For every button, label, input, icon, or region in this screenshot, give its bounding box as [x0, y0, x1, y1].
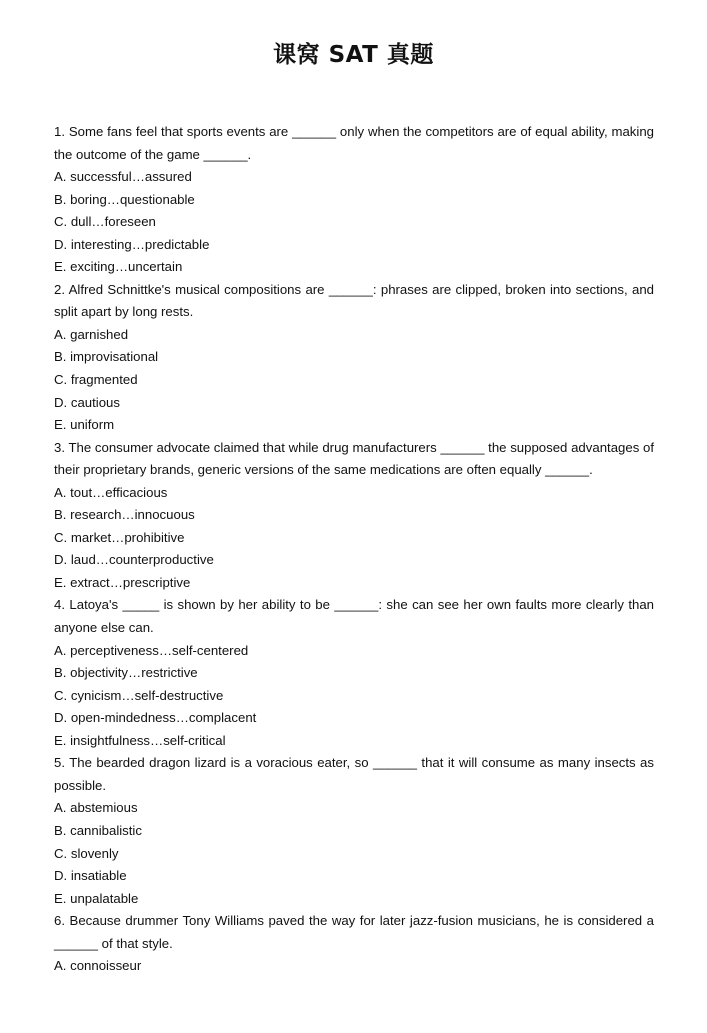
answer-option: A. abstemious	[54, 800, 138, 816]
answer-option: D. interesting…predictable	[54, 236, 210, 252]
answer-option: B. improvisational	[54, 349, 159, 365]
page-title: 课窝 SAT 真题	[273, 42, 434, 68]
question-text: 3. The consumer advocate claimed that while drug manufacturers ______ the supposed advantages of their proprietary brands, generic versions of the same medications are often equally ______.	[54, 439, 654, 478]
question-block	[54, 121, 654, 279]
answer-option: A. connoisseur	[54, 958, 142, 974]
question-text: 5. The bearded dragon lizard is a voracious eater, so ______ that it will consume as many insects as possible.	[54, 755, 654, 793]
answer-option: D. open-mindedness…complacent	[54, 710, 257, 726]
answer-option: A. successful…assured	[54, 169, 192, 185]
answer-option: C. market…prohibitive	[54, 529, 185, 545]
answer-option: E. extract…prescriptive	[54, 574, 191, 590]
question-block	[54, 910, 654, 978]
answer-option: E. exciting…uncertain	[54, 259, 183, 275]
answer-option: D. insatiable	[54, 868, 127, 884]
answer-option: C. slovenly	[54, 845, 119, 861]
question-block	[54, 279, 654, 437]
answer-option: E. unpalatable	[54, 890, 139, 906]
question-block	[54, 752, 654, 910]
answer-option: A. tout…efficacious	[54, 484, 168, 500]
question-text: 1. Some fans feel that sports events are ______ only when the competitors are of equal ability, making the outcome of the game ______.	[54, 124, 654, 162]
answer-option: B. cannibalistic	[54, 822, 142, 838]
question-block	[54, 594, 654, 752]
answer-option: C. fragmented	[54, 372, 138, 388]
question-text: 4. Latoya's _____ is shown by her ability to be ______: she can see her own faults more clearly than anyone else can.	[54, 597, 654, 636]
answer-option: B. objectivity…restrictive	[54, 665, 198, 681]
question-text: 2. Alfred Schnittke's musical compositions are ______: phrases are clipped, broken into sections, and split apart by long rests.	[54, 281, 654, 320]
question-list	[54, 121, 654, 978]
answer-option: E. uniform	[54, 417, 115, 433]
answer-option: B. research…innocuous	[54, 507, 195, 523]
answer-option: B. boring…questionable	[54, 191, 195, 207]
answer-option: C. dull…foreseen	[54, 214, 156, 230]
answer-option: E. insightfulness…self-critical	[54, 732, 226, 748]
answer-option: C. cynicism…self-destructive	[54, 687, 224, 703]
question-text: 6. Because drummer Tony Williams paved the way for later jazz-fusion musicians, he is considered a ______ of that style.	[54, 913, 654, 951]
answer-option: A. perceptiveness…self-centered	[54, 642, 249, 658]
answer-option: A. garnished	[54, 326, 129, 342]
answer-option: D. laud…counterproductive	[54, 552, 214, 568]
answer-option: D. cautious	[54, 394, 120, 410]
question-block	[54, 437, 654, 595]
